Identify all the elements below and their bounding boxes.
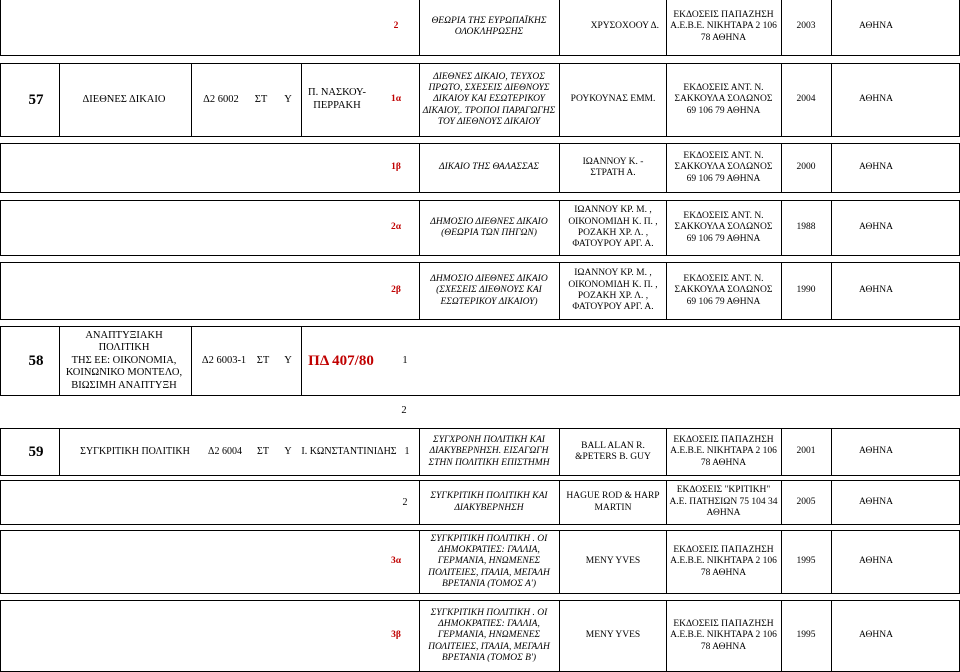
- book-year: 2000: [796, 162, 816, 173]
- course-y: Υ: [284, 446, 292, 457]
- section-label: 1: [404, 446, 410, 457]
- book-publisher: ΕΚΔΟΣΕΙΣ ΑΝΤ. Ν. ΣΑΚΚΟΥΛΑ ΣΟΛΩΝΟΣ 69 106 79 ΑΘΗΝΑ: [674, 210, 773, 244]
- book-author: ΧΡΥΣΟΧΟΟΥ Δ.: [590, 21, 659, 32]
- section-label: 1: [402, 354, 408, 366]
- table-row: [0, 200, 960, 256]
- book-title: ΣΥΓΚΡΙΤΙΚΗ ΠΟΛΙΤΙΚΗ ΚΑΙ ΔΙΑΚΥΒΕΡΝΗΣΗ: [430, 491, 548, 513]
- book-publisher: ΕΚΔΟΣΕΙΣ ΑΝΤ. Ν. ΣΑΚΚΟΥΛΑ ΣΟΛΩΝΟΣ 69 106 79 ΑΘΗΝΑ: [674, 82, 773, 116]
- course-name: ΔΙΕΘΝΕΣ ΔΙΚΑΙΟ: [82, 93, 166, 105]
- book-city: ΑΘΗΝΑ: [859, 21, 893, 32]
- section-label: 2β: [391, 285, 401, 296]
- table-row: [0, 428, 960, 476]
- book-city: ΑΘΗΝΑ: [859, 630, 893, 641]
- book-author: MENY YVES: [585, 630, 641, 641]
- course-code: Δ2 6003-1: [201, 354, 247, 366]
- book-author: ΙΩΑΝΝΟΥ ΚΡ. Μ. , ΟΙΚΟΝΟΜΙΔΗ Κ. Π. , ΡΟΖΑΚΗ ΧΡ. Λ. , ΦΑΤΟΥΡΟΥ ΑΡΓ. Α.: [568, 205, 658, 250]
- section-label: 1β: [391, 162, 401, 173]
- section-label: 2: [402, 496, 408, 508]
- book-year: 1995: [796, 556, 816, 567]
- book-author: ΙΩΑΝΝΟΥ ΚΡ. Μ. , ΟΙΚΟΝΟΜΙΔΗ Κ. Π. , ΡΟΖΑΚΗ ΧΡ. Λ. , ΦΑΤΟΥΡΟΥ ΑΡΓ. Α.: [568, 268, 658, 313]
- course-y: Υ: [284, 93, 292, 105]
- book-year: 2003: [796, 21, 816, 32]
- section-label: 2: [393, 21, 399, 32]
- course-code: Δ2 6002: [203, 93, 239, 105]
- section-divider: [0, 400, 960, 422]
- course-type: ΣΤ: [257, 446, 269, 457]
- book-title: ΔΙΕΘΝΕΣ ΔΙΚΑΙΟ, ΤΕΥΧΟΣ ΠΡΩΤΟ, ΣΧΕΣΕΙΣ ΔΙΕΘΝΟΥΣ ΔΙΚΑΙΟΥ ΚΑΙ ΕΣΩΤΕΡΙΚΟΥ ΔΙΚΑΙΟΥ,. ΤΡΟΠΟΙ ΠΑΡΑΓΩΓΗΣ ΤΟΥ ΔΙΕΘΝΟΥΣ ΔΙΚΑΙΟΥ: [422, 71, 556, 128]
- book-city: ΑΘΗΝΑ: [859, 222, 893, 233]
- book-publisher: ΕΚΔΟΣΕΙΣ "ΚΡΙΤΙΚΗ" Α.Ε. ΠΑΤΗΣΙΩΝ 75 104 34 ΑΘΗΝΑ: [669, 485, 778, 519]
- course-number: 58: [28, 353, 44, 369]
- book-publisher: ΕΚΔΟΣΕΙΣ ΠΑΠΑΖΗΣΗ Α.Ε.Β.Ε. ΝΙΚΗΤΑΡΑ 2 106 78 ΑΘΗΝΑ: [670, 9, 777, 43]
- table-row: [0, 600, 960, 672]
- book-author: BALL ALAN R. &PETERS B. GUY: [575, 440, 651, 462]
- course-type: ΣΤ: [254, 93, 268, 105]
- course-professor: Π. ΝΑΣΚΟΥ- ΠΕΡΡΑΚΗ: [308, 87, 366, 111]
- table-row: [0, 63, 960, 137]
- table-row: [0, 480, 960, 525]
- table-row: [0, 262, 960, 320]
- course-y: Υ: [284, 354, 292, 366]
- table-row: [0, 0, 960, 56]
- section-label: 3β: [391, 630, 401, 641]
- course-number: 57: [28, 92, 44, 108]
- book-city: ΑΘΗΝΑ: [859, 496, 893, 507]
- book-title: ΣΥΓΧΡΟΝΗ ΠΟΛΙΤΙΚΗ ΚΑΙ ΔΙΑΚΥΒΕΡΝΗΣΗ. ΕΙΣΑΓΩΓΗ ΣΤΗΝ ΠΟΛΙΤΙΚΗ ΕΠΙΣΤΗΜΗ: [428, 434, 550, 468]
- book-year: 1988: [796, 222, 816, 233]
- book-city: ΑΘΗΝΑ: [859, 556, 893, 567]
- book-title: ΔΗΜΟΣΙΟ ΔΙΕΘΝΕΣ ΔΙΚΑΙΟ (ΣΧΕΣΕΙΣ ΔΙΕΘΝΟΥΣ ΚΑΙ ΕΣΩΤΕΡΙΚΟΥ ΔΙΚΑΙΟΥ): [430, 273, 548, 307]
- course-number: 59: [28, 444, 44, 460]
- course-professor: ΠΔ 407/80: [308, 353, 374, 369]
- book-year: 2004: [796, 94, 816, 105]
- book-title: ΔΗΜΟΣΙΟ ΔΙΕΘΝΕΣ ΔΙΚΑΙΟ (ΘΕΩΡΙΑ ΤΩΝ ΠΗΓΩΝ): [430, 216, 548, 238]
- course-professor: Ι. ΚΩΝΣΤΑΝΤΙΝΙΔΗΣ: [301, 446, 397, 457]
- book-year: 2005: [796, 496, 816, 507]
- book-title: ΘΕΩΡΙΑ ΤΗΣ ΕΥΡΩΠΑΪΚΗΣ ΟΛΟΚΛΗΡΩΣΗΣ: [431, 15, 547, 37]
- book-title: ΣΥΓΚΡΙΤΙΚΗ ΠΟΛΙΤΙΚΗ . ΟΙ ΔΗΜΟΚΡΑΤΙΕΣ: ΓΑΛΛΙΑ, ΓΕΡΜΑΝΙΑ, ΗΝΩΜΕΝΕΣ ΠΟΛΙΤΕΙΕΣ, ΙΤΑΛΙΑ, ΜΕΓΑΛΗ ΒΡΕΤΑΝΙΑ (ΤΟΜΟΣ Β'): [428, 607, 550, 664]
- course-code: Δ2 6004: [208, 446, 242, 457]
- book-city: ΑΘΗΝΑ: [859, 162, 893, 173]
- book-year: 1990: [796, 285, 816, 296]
- book-author: HAGUE ROD & HARP MARTIN: [566, 491, 660, 513]
- book-city: ΑΘΗΝΑ: [859, 94, 893, 105]
- section-label: 2: [401, 404, 407, 416]
- table-row: [0, 530, 960, 594]
- book-author: MENY YVES: [585, 556, 641, 567]
- course-type: ΣΤ: [256, 354, 270, 366]
- book-publisher: ΕΚΔΟΣΕΙΣ ΠΑΠΑΖΗΣΗ Α.Ε.Β.Ε. ΝΙΚΗΤΑΡΑ 2 106 78 ΑΘΗΝΑ: [670, 434, 777, 468]
- book-city: ΑΘΗΝΑ: [859, 446, 893, 457]
- book-title: ΔΙΚΑΙΟ ΤΗΣ ΘΑΛΑΣΣΑΣ: [439, 162, 539, 173]
- section-label: 1α: [390, 94, 402, 105]
- book-publisher: ΕΚΔΟΣΕΙΣ ΠΑΠΑΖΗΣΗ Α.Ε.Β.Ε. ΝΙΚΗΤΑΡΑ 2 106 78 ΑΘΗΝΑ: [670, 618, 777, 652]
- book-publisher: ΕΚΔΟΣΕΙΣ ΑΝΤ. Ν. ΣΑΚΚΟΥΛΑ ΣΟΛΩΝΟΣ 69 106 79 ΑΘΗΝΑ: [674, 273, 773, 307]
- section-label: 3α: [390, 556, 402, 567]
- book-author: ΙΩΑΝΝΟΥ Κ. - ΣΤΡΑΤΗ Α.: [582, 156, 644, 178]
- table-row: [0, 326, 960, 396]
- book-year: 1995: [796, 630, 816, 641]
- book-title: ΣΥΓΚΡΙΤΙΚΗ ΠΟΛΙΤΙΚΗ . ΟΙ ΔΗΜΟΚΡΑΤΙΕΣ: ΓΑΛΛΙΑ, ΓΕΡΜΑΝΙΑ, ΗΝΩΜΕΝΕΣ ΠΟΛΙΤΕΙΕΣ, ΙΤΑΛΙΑ, ΜΕΓΑΛΗ ΒΡΕΤΑΝΙΑ (ΤΟΜΟΣ Α'): [428, 533, 550, 590]
- table-row: [0, 143, 960, 193]
- book-year: 2001: [796, 446, 816, 457]
- book-publisher: ΕΚΔΟΣΕΙΣ ΠΑΠΑΖΗΣΗ Α.Ε.Β.Ε. ΝΙΚΗΤΑΡΑ 2 106 78 ΑΘΗΝΑ: [670, 544, 777, 578]
- book-author: ΡΟΥΚΟΥΝΑΣ ΕΜΜ.: [570, 94, 656, 105]
- book-publisher: ΕΚΔΟΣΕΙΣ ΑΝΤ. Ν. ΣΑΚΚΟΥΛΑ ΣΟΛΩΝΟΣ 69 106 79 ΑΘΗΝΑ: [674, 150, 773, 184]
- section-label: 2α: [390, 222, 402, 233]
- course-name: ΑΝΑΠΤΥΞΙΑΚΗ ΠΟΛΙΤΙΚΗ ΤΗΣ ΕΕ: ΟΙΚΟΝΟΜΙΑ, ΚΟΙΝΩΝΙΚΟ ΜΟΝΤΕΛΟ, ΒΙΩΣΙΜΗ ΑΝΑΠΤΥΞΗ: [65, 329, 183, 391]
- book-city: ΑΘΗΝΑ: [859, 285, 893, 296]
- course-name: ΣΥΓΚΡΙΤΙΚΗ ΠΟΛΙΤΙΚΗ: [80, 446, 190, 457]
